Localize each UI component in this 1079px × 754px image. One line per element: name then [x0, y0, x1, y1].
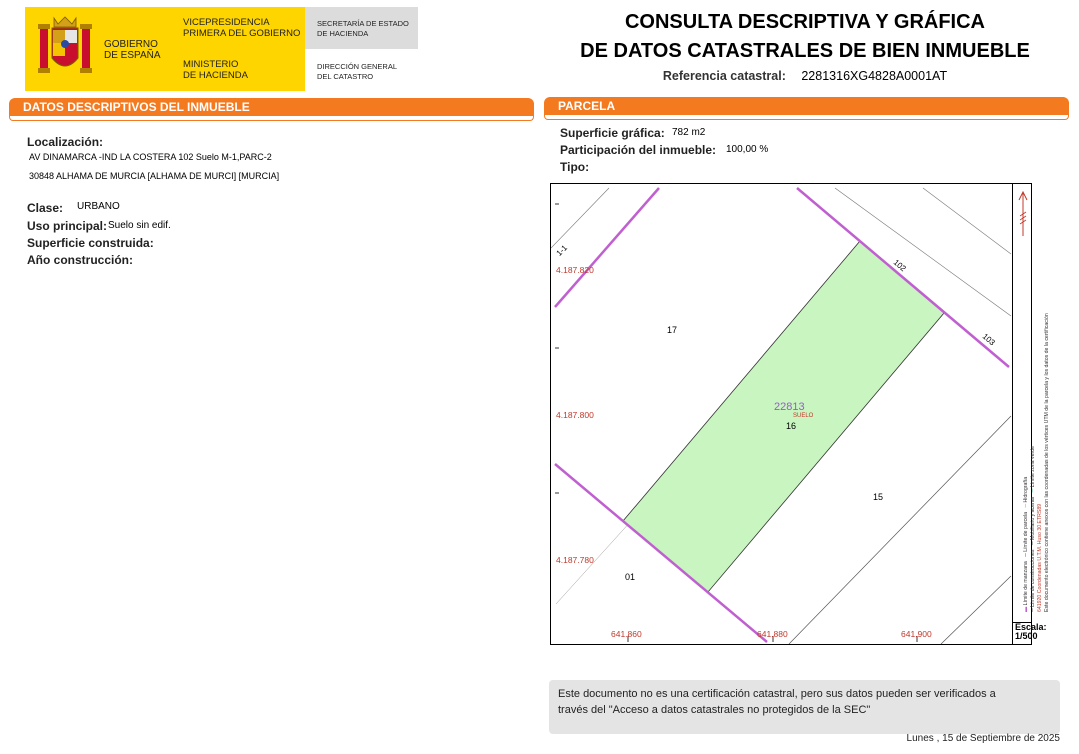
- map-legend: [1012, 184, 1050, 622]
- secretaria-text: SECRETARÍA DE ESTADO DE HACIENDA: [317, 19, 409, 38]
- legend-row-2: ─ Límite de construcciones ─ Mobiliario y aceras ─ Límite zona verde: [1030, 446, 1036, 612]
- map-line: [941, 576, 1011, 644]
- disclaimer-line-1: Este documento no es una certificación catastral, pero sus datos pueden ser verificados a: [558, 688, 996, 700]
- gobierno-de-espana-text: GOBIERNO DE ESPAÑA: [104, 39, 161, 61]
- parcel-number-17: 17: [667, 325, 678, 335]
- document-date: Lunes , 15 de Septiembre de 2025: [906, 733, 1060, 744]
- street-number-103: 103: [980, 331, 997, 348]
- referencia-label: Referencia catastral:: [662, 69, 786, 83]
- x-coord-label: 641.860: [611, 629, 642, 639]
- north-arrow-icon: [1017, 190, 1029, 238]
- page-title: CONSULTA DESCRIPTIVA Y GRÁFICA DE DATOS CATASTRALES DE BIEN INMUEBLE: [580, 11, 1030, 62]
- clase-value: URBANO: [77, 201, 120, 212]
- clase-label: Clase:: [27, 201, 64, 215]
- x-coord-label: 641.880: [757, 629, 788, 639]
- map-scale: [1012, 622, 1047, 644]
- address-line-1: AV DINAMARCA -IND LA COSTERA 102 Suelo M-1,PARC-2: [29, 152, 272, 162]
- scale-value: 1/500: [1015, 631, 1038, 641]
- y-coord-label: 4.187.780: [556, 555, 594, 565]
- legend-text-block: [1009, 242, 1050, 612]
- ministerio-text: MINISTERIO DE HACIENDA: [183, 59, 248, 81]
- localizacion-label: Localización:: [27, 135, 104, 149]
- disclaimer-note: [549, 680, 1060, 734]
- legend-coords-note: 641920 Coordenadas U.T.M. Huso 30 ETRS89: [1037, 503, 1043, 612]
- address-line-2: 30848 ALHAMA DE MURCIA [ALHAMA DE MURCI] [MURCIA]: [29, 171, 280, 181]
- street-label-1-1: 1-1: [554, 243, 570, 258]
- referencia-catastral: [560, 69, 1050, 83]
- street-number-102: 102: [891, 257, 908, 274]
- direccion-general-text: DIRECCIÓN GENERAL DEL CATASTRO: [317, 62, 398, 81]
- superficie-grafica-value: 782 m2: [672, 127, 706, 138]
- section-underline-right: [544, 115, 1069, 120]
- disclaimer-line-2[interactable]: través del "Acceso a datos catastrales no protegidos de la SEC": [558, 704, 871, 716]
- legend-doc-note: Este documento electrónico contiene anexos con las coordenadas de los vértices UTM de la parcela y los datos de la certificación: [1044, 313, 1050, 612]
- coat-of-arms-icon: [34, 14, 96, 82]
- x-coord-label: 641.900: [901, 629, 932, 639]
- parcel-number-15: 15: [873, 492, 884, 502]
- uso-principal-label: Uso principal:: [27, 219, 108, 233]
- tipo-label: Tipo:: [560, 160, 590, 174]
- parcel-polygon[interactable]: [623, 241, 944, 592]
- superficie-construida-label: Superficie construida:: [27, 236, 154, 250]
- participacion-label: Participación del inmueble:: [560, 143, 717, 157]
- superficie-grafica-label: Superficie gráfica:: [560, 126, 665, 140]
- participacion-value: 100,00 %: [726, 144, 769, 155]
- section-title-datos-descriptivos: DATOS DESCRIPTIVOS DEL INMUEBLE: [9, 98, 534, 116]
- parcel-reference-label: 22813: [774, 401, 805, 413]
- section-title-parcela: PARCELA: [544, 97, 1069, 115]
- parcel-use-label: SUELO: [793, 413, 814, 419]
- vicepresidencia-text: VICEPRESIDENCIA PRIMERA DEL GOBIERNO: [183, 17, 301, 39]
- anio-construccion-label: Año construcción:: [27, 253, 134, 267]
- block-limit-line: [555, 188, 659, 307]
- uso-principal-value: Suelo sin edif.: [108, 220, 171, 231]
- section-underline-left: [9, 116, 534, 121]
- parcel-number-01: 01: [625, 572, 636, 582]
- referencia-value: 2281316XG4828A0001AT: [801, 69, 948, 83]
- map-line: [551, 188, 609, 248]
- scale-label: Escala:: [1015, 622, 1047, 632]
- y-coord-label: 4.187.800: [556, 410, 594, 420]
- parcel-number-16: 16: [786, 421, 797, 431]
- legend-row-1: ▬ Límite de manzana ─ Límite de parcela ─ Hidrografía: [1023, 476, 1029, 612]
- map-line: [923, 188, 1011, 254]
- y-coord-label: 4.187.820: [556, 265, 594, 275]
